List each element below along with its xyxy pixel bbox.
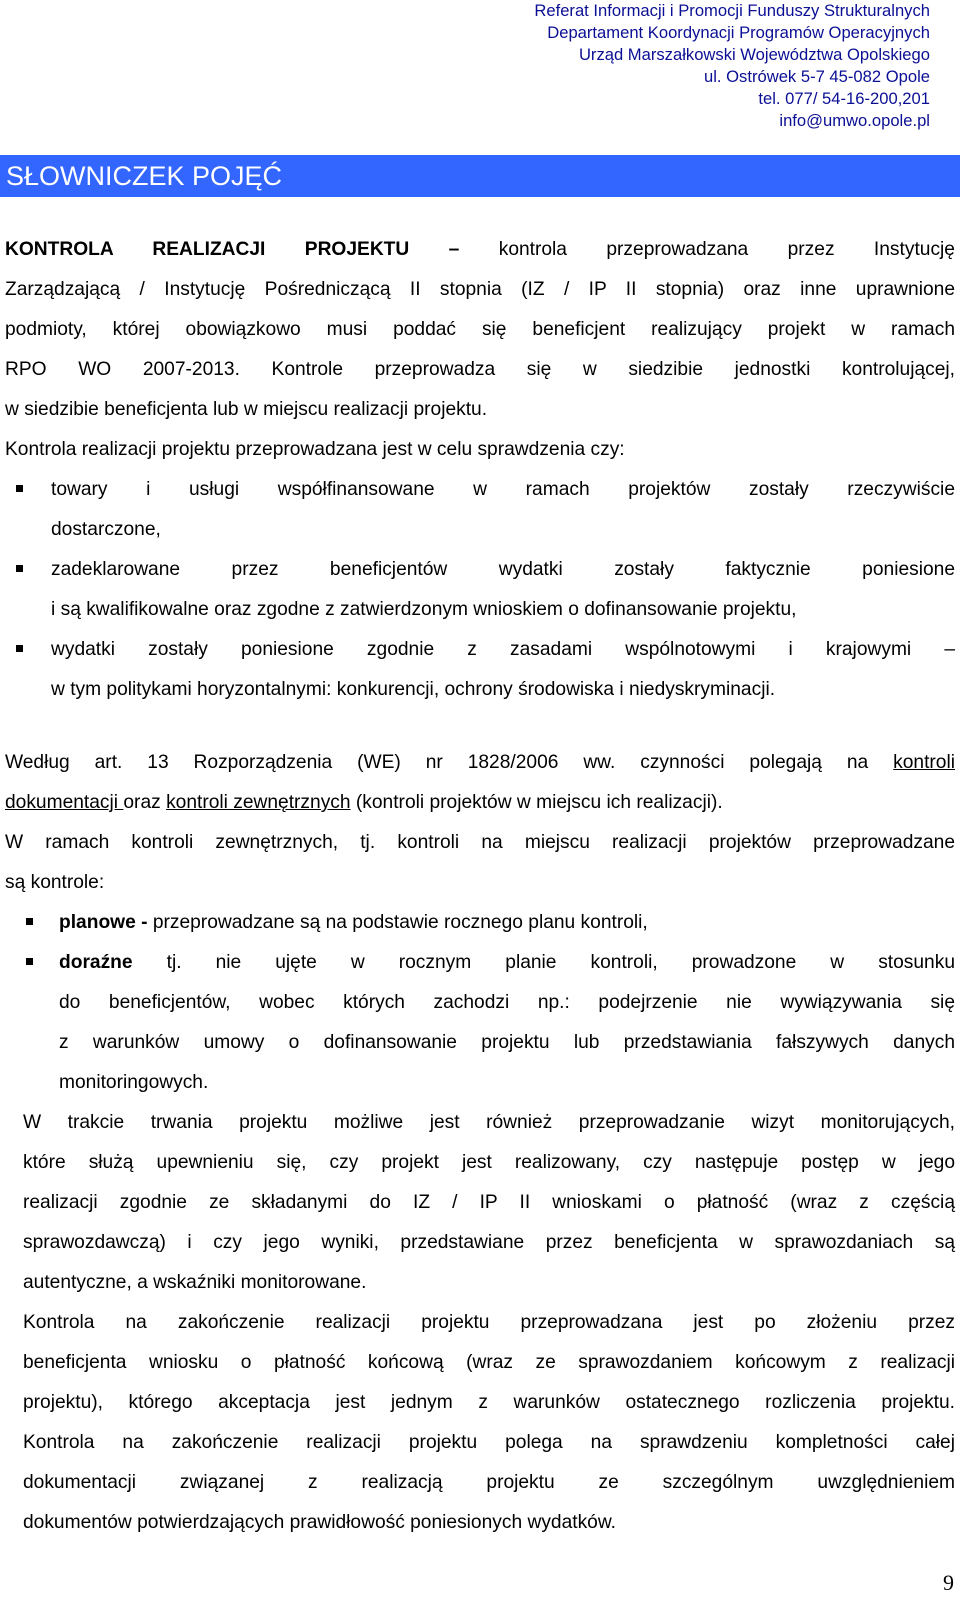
definition-term: KONTROLA REALIZACJI PROJEKTU bbox=[5, 239, 410, 260]
header-line-department: Referat Informacji i Promocji Funduszy Strukturalnych bbox=[534, 1, 930, 20]
list-item-line bbox=[59, 943, 955, 983]
final-control-paragraph bbox=[5, 1303, 955, 1543]
list-item-line: monitoringowych. bbox=[59, 1072, 209, 1093]
list-item-line: towary i usługi współfinansowane w ramach projektów zostały rzeczywiście bbox=[51, 479, 955, 500]
list-item bbox=[5, 903, 955, 943]
monitoring-paragraph bbox=[5, 1103, 955, 1303]
paragraph-line: sprawozdawczą) i czy jego wyniki, przedstawiane przez beneficjenta w sprawozdaniach są bbox=[23, 1232, 955, 1253]
document-body bbox=[5, 230, 955, 1543]
external-control-link: kontroli zewnętrznych bbox=[166, 792, 351, 813]
list-item-line bbox=[59, 903, 955, 943]
list-item-line: w tym politykami horyzontalnymi: konkurencji, ochrony środowiska i niedyskryminacji. bbox=[51, 679, 776, 700]
banner-title: SŁOWNICZEK POJĘĆ bbox=[6, 161, 283, 191]
list-item-line: z warunków umowy o dofinansowanie projektu lub przedstawiania fałszywych danych bbox=[59, 1032, 955, 1053]
definition-line bbox=[5, 230, 955, 270]
list-item-line: do beneficjentów, wobec których zachodzi np.: podejrzenie nie wywiązywania się bbox=[59, 992, 955, 1013]
purpose-list bbox=[5, 470, 955, 710]
header-line-coordination: Departament Koordynacji Programów Operacyjnych bbox=[547, 23, 930, 42]
paragraph-line: Kontrola na zakończenie realizacji projektu przeprowadzana jest po złożeniu przez bbox=[23, 1312, 955, 1333]
control-type-text: tj. nie ujęte w rocznym planie kontroli, prowadzone w stosunku bbox=[132, 952, 955, 973]
paragraph-line: dokumentów potwierdzających prawidłowość poniesionych wydatków. bbox=[23, 1512, 616, 1533]
paragraph-line: projektu), którego akceptacja jest jednym z warunków ostatecznego rozliczenia projektu. bbox=[23, 1392, 955, 1413]
header-line-office: Urząd Marszałkowski Województwa Opolskiego bbox=[578, 45, 930, 64]
page-number: 9 bbox=[943, 1570, 954, 1595]
paragraph-line: autentyczne, a wskaźniki monitorowane. bbox=[23, 1272, 367, 1293]
paragraph-line: realizacji zgodnie ze składanymi do IZ / IP II wnioskami o płatność (wraz z częścią bbox=[23, 1192, 955, 1213]
header-line-email: info@umwo.opole.pl bbox=[779, 111, 930, 130]
bullet-icon bbox=[26, 958, 33, 965]
regulation-line: W ramach kontroli zewnętrznych, tj. kontroli na miejscu realizacji projektów przeprowadzane bbox=[5, 832, 955, 853]
regulation-text: Według art. 13 Rozporządzenia (WE) nr 1828/2006 ww. czynności polegają na bbox=[5, 752, 894, 773]
header-line-address: ul. Ostrówek 5-7 45-082 Opole bbox=[704, 67, 930, 86]
bullet-icon bbox=[16, 565, 23, 572]
bullet-icon bbox=[16, 645, 23, 652]
control-type-term: planowe - bbox=[59, 912, 148, 933]
page-header bbox=[370, 0, 930, 132]
list-item bbox=[5, 943, 955, 1103]
definition-line: Zarządzającą / Instytucję Pośredniczącą II stopnia (IZ / IP II stopnia) oraz inne uprawnione bbox=[5, 279, 955, 300]
regulation-line bbox=[5, 743, 955, 783]
control-type-text: przeprowadzane są na podstawie rocznego planu kontroli, bbox=[147, 912, 648, 933]
list-item-line: i są kwalifikowalne oraz zgodne z zatwierdzonym wnioskiem o dofinansowanie projektu, bbox=[51, 599, 797, 620]
paragraph-gap bbox=[5, 710, 955, 743]
bullet-icon bbox=[16, 485, 23, 492]
definition-line: podmioty, której obowiązkowo musi poddać się beneficjent realizujący projekt w ramach bbox=[5, 319, 955, 340]
paragraph-line: Kontrola na zakończenie realizacji projektu polega na sprawdzeniu kompletności całej bbox=[23, 1432, 955, 1453]
definition-text: kontrola przeprowadzana przez Instytucję bbox=[498, 239, 955, 260]
list-item-line: dostarczone, bbox=[51, 519, 161, 540]
paragraph-line: W trakcie trwania projektu możliwe jest również przeprowadzanie wizyt monitorujących, bbox=[23, 1112, 955, 1133]
list-item-line: wydatki zostały poniesione zgodnie z zasadami wspólnotowymi i krajowymi – bbox=[51, 639, 955, 660]
regulation-line: są kontrole: bbox=[5, 872, 105, 893]
regulation-text: (kontroli projektów w miejscu ich realizacji). bbox=[350, 792, 723, 813]
paragraph-line: beneficjenta wniosku o płatność końcową (wraz ze sprawozdaniem końcowym z realizacji bbox=[23, 1352, 955, 1373]
control-type-term: doraźne bbox=[59, 952, 133, 973]
regulation-line bbox=[5, 783, 955, 823]
paragraph-line: dokumentacji związanej z realizacją projektu ze szczególnym uwzględnieniem bbox=[23, 1472, 955, 1493]
list-item-line: zadeklarowane przez beneficjentów wydatki zostały faktycznie poniesione bbox=[51, 559, 955, 580]
definition-dash: – bbox=[409, 239, 499, 260]
list-item bbox=[5, 470, 955, 550]
paragraph-line: które służą upewnieniu się, czy projekt jest realizowany, czy następuje postęp w jego bbox=[23, 1152, 955, 1173]
control-types-list bbox=[5, 903, 955, 1103]
bullet-icon bbox=[26, 918, 33, 925]
regulation-text: oraz bbox=[123, 792, 167, 813]
document-control-link: kontroli bbox=[893, 752, 955, 773]
list-item bbox=[5, 630, 955, 710]
purpose-intro: Kontrola realizacji projektu przeprowadzana jest w celu sprawdzenia czy: bbox=[5, 439, 625, 460]
document-control-link-continued: dokumentacji bbox=[5, 792, 124, 813]
definition-line: RPO WO 2007-2013. Kontrole przeprowadza się w siedzibie jednostki kontrolującej, bbox=[5, 359, 955, 380]
list-item bbox=[5, 550, 955, 630]
header-line-phone: tel. 077/ 54-16-200,201 bbox=[758, 89, 930, 108]
section-banner bbox=[0, 155, 960, 197]
definition-line: w siedzibie beneficjenta lub w miejscu realizacji projektu. bbox=[5, 399, 488, 420]
